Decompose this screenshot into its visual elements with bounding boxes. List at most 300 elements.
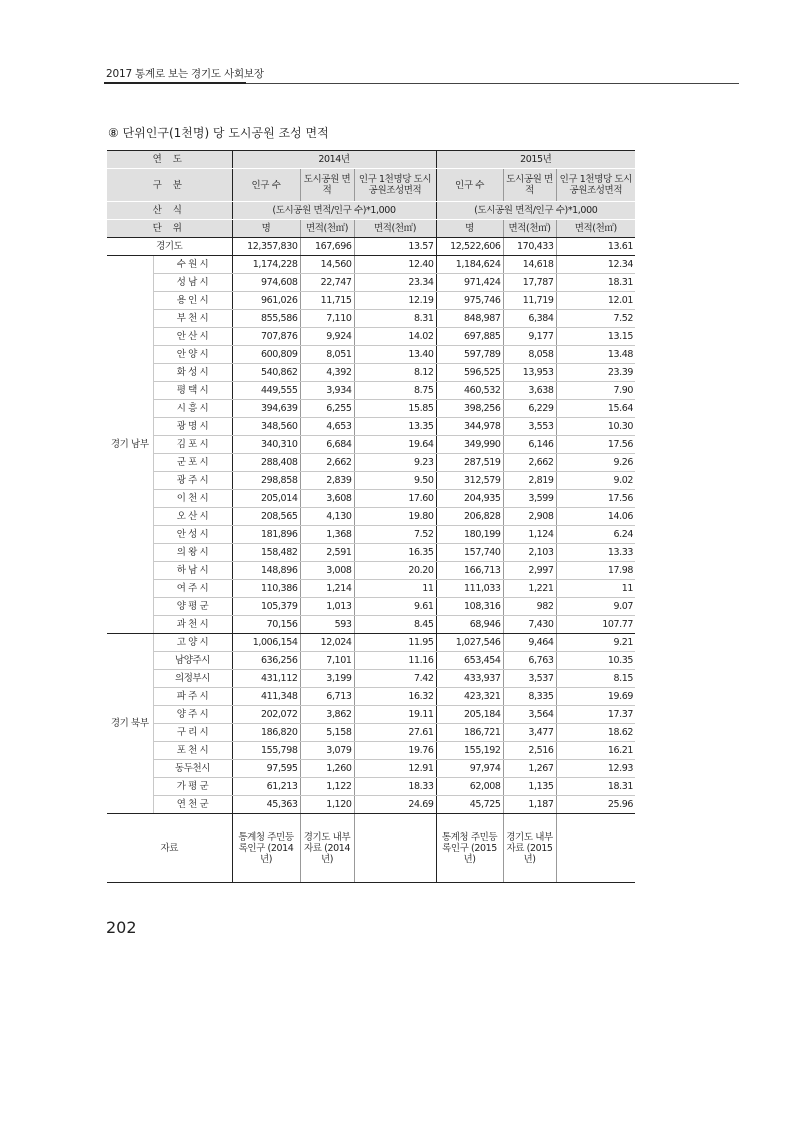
cell-area-2015: 11,719 [503, 292, 556, 310]
table-row [107, 400, 635, 418]
region-name: 안 산 시 [153, 328, 232, 346]
table-row [107, 508, 635, 526]
cell-pop-2014: 12,357,830 [232, 238, 300, 256]
region-name: 구 리 시 [153, 724, 232, 742]
cell-pop-2015: 697,885 [436, 328, 503, 346]
cell-area-2014: 5,158 [300, 724, 354, 742]
cell-per1000-2015: 12.01 [556, 292, 635, 310]
cell-per1000-2015: 18.31 [556, 274, 635, 292]
cell-area-2015: 3,564 [503, 706, 556, 724]
table-row [107, 796, 635, 814]
region-name: 경기도 [107, 238, 232, 256]
cell-per1000-2014: 7.52 [354, 526, 436, 544]
region-name: 포 천 시 [153, 742, 232, 760]
cell-area-2014: 8,051 [300, 346, 354, 364]
cell-pop-2014: 61,213 [232, 778, 300, 796]
cell-per1000-2014: 9.50 [354, 472, 436, 490]
region-name: 안 성 시 [153, 526, 232, 544]
unit-per1000-2014: 면적(천㎡) [354, 220, 436, 238]
cell-pop-2014: 205,014 [232, 490, 300, 508]
cell-pop-2014: 961,026 [232, 292, 300, 310]
cell-pop-2014: 148,896 [232, 562, 300, 580]
cell-area-2014: 593 [300, 616, 354, 634]
table-row [107, 310, 635, 328]
region-name: 수 원 시 [153, 256, 232, 274]
region-name: 동두천시 [153, 760, 232, 778]
cell-pop-2014: 158,482 [232, 544, 300, 562]
cell-per1000-2014: 17.60 [354, 490, 436, 508]
cell-per1000-2015: 14.06 [556, 508, 635, 526]
cell-area-2014: 14,560 [300, 256, 354, 274]
formula-label: 산 식 [107, 202, 232, 220]
cell-area-2014: 11,715 [300, 292, 354, 310]
cell-area-2015: 2,662 [503, 454, 556, 472]
cell-pop-2015: 186,721 [436, 724, 503, 742]
cell-area-2015: 17,787 [503, 274, 556, 292]
col-area-2014: 도시공원 면적 [300, 169, 354, 202]
cell-area-2015: 7,430 [503, 616, 556, 634]
cell-per1000-2015: 9.07 [556, 598, 635, 616]
source-2014-empty [354, 814, 436, 883]
source-2015-area: 경기도 내부자료 (2015년) [503, 814, 556, 883]
cell-per1000-2014: 19.11 [354, 706, 436, 724]
cell-per1000-2014: 9.23 [354, 454, 436, 472]
cell-per1000-2015: 10.35 [556, 652, 635, 670]
cell-area-2014: 1,122 [300, 778, 354, 796]
cell-per1000-2015: 23.39 [556, 364, 635, 382]
cell-pop-2015: 108,316 [436, 598, 503, 616]
unit-people-2014: 명 [232, 220, 300, 238]
cell-area-2014: 9,924 [300, 328, 354, 346]
cell-per1000-2014: 12.19 [354, 292, 436, 310]
header-row-category [107, 169, 635, 202]
cell-area-2015: 3,477 [503, 724, 556, 742]
table-row [107, 490, 635, 508]
cell-per1000-2014: 13.35 [354, 418, 436, 436]
year-2015: 2015년 [436, 151, 635, 169]
region-name: 광 명 시 [153, 418, 232, 436]
cell-per1000-2014: 13.40 [354, 346, 436, 364]
cell-pop-2014: 348,560 [232, 418, 300, 436]
region-name: 평 택 시 [153, 382, 232, 400]
cell-pop-2015: 423,321 [436, 688, 503, 706]
region-name: 군 포 시 [153, 454, 232, 472]
cell-pop-2015: 975,746 [436, 292, 503, 310]
cell-per1000-2014: 19.76 [354, 742, 436, 760]
running-header: 2017 통계로 보는 경기도 사회보장 [106, 68, 264, 80]
cell-area-2014: 3,862 [300, 706, 354, 724]
source-label: 자료 [107, 814, 232, 883]
source-row [107, 814, 635, 883]
cell-area-2015: 1,135 [503, 778, 556, 796]
region-group-label: 경기 북부 [107, 634, 153, 814]
cell-area-2015: 8,335 [503, 688, 556, 706]
cell-per1000-2014: 11 [354, 580, 436, 598]
region-name: 부 천 시 [153, 310, 232, 328]
cell-pop-2015: 157,740 [436, 544, 503, 562]
cell-per1000-2014: 16.32 [354, 688, 436, 706]
cell-pop-2015: 312,579 [436, 472, 503, 490]
table-row-total [107, 238, 635, 256]
cell-area-2015: 1,187 [503, 796, 556, 814]
cell-area-2015: 2,819 [503, 472, 556, 490]
cell-area-2014: 6,684 [300, 436, 354, 454]
cell-pop-2015: 180,199 [436, 526, 503, 544]
cell-per1000-2015: 17.37 [556, 706, 635, 724]
cell-pop-2014: 449,555 [232, 382, 300, 400]
cell-pop-2015: 1,184,624 [436, 256, 503, 274]
cell-per1000-2014: 19.64 [354, 436, 436, 454]
cell-pop-2015: 68,946 [436, 616, 503, 634]
cell-pop-2015: 155,192 [436, 742, 503, 760]
region-name: 파 주 시 [153, 688, 232, 706]
formula-2014: (도시공원 면적/인구 수)*1,000 [232, 202, 436, 220]
cell-area-2014: 6,255 [300, 400, 354, 418]
cell-per1000-2015: 15.64 [556, 400, 635, 418]
table-row [107, 670, 635, 688]
region-name: 광 주 시 [153, 472, 232, 490]
col-per1000-2014: 인구 1천명당 도시공원조성면적 [354, 169, 436, 202]
cell-per1000-2015: 12.93 [556, 760, 635, 778]
cell-pop-2015: 206,828 [436, 508, 503, 526]
cell-pop-2015: 111,033 [436, 580, 503, 598]
cell-area-2014: 6,713 [300, 688, 354, 706]
table-row [107, 382, 635, 400]
table-row [107, 454, 635, 472]
table-row [107, 526, 635, 544]
cell-pop-2015: 597,789 [436, 346, 503, 364]
cell-area-2014: 12,024 [300, 634, 354, 652]
table-row [107, 274, 635, 292]
cell-per1000-2015: 9.21 [556, 634, 635, 652]
cell-area-2014: 3,608 [300, 490, 354, 508]
table-row [107, 688, 635, 706]
year-label: 연 도 [107, 151, 232, 169]
col-population-2015: 인구 수 [436, 169, 503, 202]
col-population-2014: 인구 수 [232, 169, 300, 202]
south-group [107, 256, 635, 634]
header-row-formula [107, 202, 635, 220]
cell-area-2015: 3,537 [503, 670, 556, 688]
cell-per1000-2014: 23.34 [354, 274, 436, 292]
cell-per1000-2015: 8.15 [556, 670, 635, 688]
region-group-label: 경기 남부 [107, 256, 153, 634]
table-row [107, 652, 635, 670]
cell-pop-2014: 45,363 [232, 796, 300, 814]
cell-area-2015: 6,146 [503, 436, 556, 454]
cell-area-2014: 3,008 [300, 562, 354, 580]
table-row [107, 256, 635, 274]
cell-pop-2014: 855,586 [232, 310, 300, 328]
cell-per1000-2015: 13.15 [556, 328, 635, 346]
region-name: 여 주 시 [153, 580, 232, 598]
cell-pop-2015: 344,978 [436, 418, 503, 436]
cell-pop-2014: 202,072 [232, 706, 300, 724]
cell-area-2015: 13,953 [503, 364, 556, 382]
cell-area-2015: 1,267 [503, 760, 556, 778]
cell-per1000-2014: 8.31 [354, 310, 436, 328]
region-name: 성 남 시 [153, 274, 232, 292]
cell-area-2014: 7,101 [300, 652, 354, 670]
cell-pop-2014: 288,408 [232, 454, 300, 472]
region-name: 고 양 시 [153, 634, 232, 652]
cell-area-2015: 3,553 [503, 418, 556, 436]
table-row [107, 760, 635, 778]
year-2014: 2014년 [232, 151, 436, 169]
cell-area-2015: 170,433 [503, 238, 556, 256]
cell-area-2015: 8,058 [503, 346, 556, 364]
cell-area-2015: 14,618 [503, 256, 556, 274]
park-area-table [107, 150, 635, 883]
cell-per1000-2014: 16.35 [354, 544, 436, 562]
cell-area-2014: 2,591 [300, 544, 354, 562]
table-row [107, 598, 635, 616]
cell-pop-2014: 411,348 [232, 688, 300, 706]
formula-2015: (도시공원 면적/인구 수)*1,000 [436, 202, 635, 220]
cell-pop-2014: 540,862 [232, 364, 300, 382]
cell-area-2015: 2,103 [503, 544, 556, 562]
cell-per1000-2015: 7.90 [556, 382, 635, 400]
cell-per1000-2014: 13.57 [354, 238, 436, 256]
region-name: 과 천 시 [153, 616, 232, 634]
region-name: 용 인 시 [153, 292, 232, 310]
cell-per1000-2015: 18.31 [556, 778, 635, 796]
region-name: 가 평 군 [153, 778, 232, 796]
cell-area-2015: 9,177 [503, 328, 556, 346]
cell-area-2015: 3,638 [503, 382, 556, 400]
region-name: 의 왕 시 [153, 544, 232, 562]
header-underline [104, 82, 246, 84]
region-name: 남양주시 [153, 652, 232, 670]
table-row [107, 346, 635, 364]
cell-pop-2015: 596,525 [436, 364, 503, 382]
table-row [107, 364, 635, 382]
cell-pop-2014: 340,310 [232, 436, 300, 454]
source-2015-empty [556, 814, 635, 883]
cell-pop-2015: 653,454 [436, 652, 503, 670]
header-rule [246, 83, 739, 84]
cell-pop-2014: 1,006,154 [232, 634, 300, 652]
col-area-2015: 도시공원 면적 [503, 169, 556, 202]
cell-area-2014: 1,013 [300, 598, 354, 616]
cell-pop-2014: 181,896 [232, 526, 300, 544]
col-per1000-2015: 인구 1천명당 도시공원조성면적 [556, 169, 635, 202]
cell-pop-2014: 110,386 [232, 580, 300, 598]
cell-pop-2015: 204,935 [436, 490, 503, 508]
table-row [107, 580, 635, 598]
region-name: 양 평 군 [153, 598, 232, 616]
cell-area-2015: 6,384 [503, 310, 556, 328]
cell-per1000-2015: 13.48 [556, 346, 635, 364]
cell-pop-2015: 460,532 [436, 382, 503, 400]
cell-area-2014: 3,199 [300, 670, 354, 688]
cell-pop-2014: 431,112 [232, 670, 300, 688]
cell-per1000-2014: 15.85 [354, 400, 436, 418]
cell-per1000-2014: 8.75 [354, 382, 436, 400]
cell-per1000-2015: 13.61 [556, 238, 635, 256]
cell-area-2014: 7,110 [300, 310, 354, 328]
table-row [107, 562, 635, 580]
cell-per1000-2015: 107.77 [556, 616, 635, 634]
cell-per1000-2015: 16.21 [556, 742, 635, 760]
cell-pop-2014: 97,595 [232, 760, 300, 778]
cell-per1000-2014: 14.02 [354, 328, 436, 346]
cell-pop-2015: 349,990 [436, 436, 503, 454]
table-row [107, 292, 635, 310]
cell-per1000-2014: 12.40 [354, 256, 436, 274]
unit-people-2015: 명 [436, 220, 503, 238]
cell-pop-2015: 97,974 [436, 760, 503, 778]
cell-per1000-2014: 19.80 [354, 508, 436, 526]
region-name: 안 양 시 [153, 346, 232, 364]
cell-per1000-2015: 11 [556, 580, 635, 598]
table-row [107, 616, 635, 634]
table-row [107, 724, 635, 742]
unit-label: 단 위 [107, 220, 232, 238]
north-group [107, 634, 635, 814]
unit-per1000-2015: 면적(천㎡) [556, 220, 635, 238]
cell-per1000-2014: 18.33 [354, 778, 436, 796]
cell-pop-2014: 70,156 [232, 616, 300, 634]
cell-area-2014: 4,392 [300, 364, 354, 382]
cell-per1000-2015: 10.30 [556, 418, 635, 436]
cell-area-2014: 22,747 [300, 274, 354, 292]
cell-per1000-2015: 12.34 [556, 256, 635, 274]
cell-per1000-2014: 12.91 [354, 760, 436, 778]
table-body [107, 151, 635, 256]
cell-pop-2014: 208,565 [232, 508, 300, 526]
cell-area-2014: 4,653 [300, 418, 354, 436]
table-title: ⑧ 단위인구(1천명) 당 도시공원 조성 면적 [108, 126, 329, 140]
table-row [107, 706, 635, 724]
table-row [107, 418, 635, 436]
region-name: 시 흥 시 [153, 400, 232, 418]
cell-pop-2015: 287,519 [436, 454, 503, 472]
region-name: 하 남 시 [153, 562, 232, 580]
cell-area-2014: 3,934 [300, 382, 354, 400]
cell-area-2015: 3,599 [503, 490, 556, 508]
category-label: 구 분 [107, 169, 232, 202]
cell-per1000-2015: 9.02 [556, 472, 635, 490]
cell-per1000-2014: 8.12 [354, 364, 436, 382]
cell-pop-2014: 155,798 [232, 742, 300, 760]
cell-per1000-2014: 7.42 [354, 670, 436, 688]
cell-pop-2014: 974,608 [232, 274, 300, 292]
cell-per1000-2015: 17.56 [556, 490, 635, 508]
cell-per1000-2014: 11.16 [354, 652, 436, 670]
cell-pop-2015: 205,184 [436, 706, 503, 724]
region-name: 의정부시 [153, 670, 232, 688]
cell-pop-2015: 433,937 [436, 670, 503, 688]
cell-area-2015: 6,229 [503, 400, 556, 418]
source-section [107, 814, 635, 883]
cell-pop-2014: 186,820 [232, 724, 300, 742]
cell-pop-2015: 1,027,546 [436, 634, 503, 652]
unit-area-2014: 면적(천㎡) [300, 220, 354, 238]
unit-area-2015: 면적(천㎡) [503, 220, 556, 238]
cell-pop-2015: 166,713 [436, 562, 503, 580]
table-row [107, 742, 635, 760]
table-row [107, 544, 635, 562]
cell-area-2014: 2,839 [300, 472, 354, 490]
cell-per1000-2014: 11.95 [354, 634, 436, 652]
region-name: 연 천 군 [153, 796, 232, 814]
cell-area-2015: 1,124 [503, 526, 556, 544]
cell-area-2015: 6,763 [503, 652, 556, 670]
cell-area-2014: 167,696 [300, 238, 354, 256]
cell-pop-2015: 12,522,606 [436, 238, 503, 256]
source-2014-area: 경기도 내부자료 (2014년) [300, 814, 354, 883]
cell-per1000-2014: 20.20 [354, 562, 436, 580]
cell-pop-2015: 45,725 [436, 796, 503, 814]
cell-per1000-2014: 27.61 [354, 724, 436, 742]
table-row [107, 436, 635, 454]
cell-per1000-2015: 9.26 [556, 454, 635, 472]
cell-per1000-2015: 13.33 [556, 544, 635, 562]
cell-per1000-2014: 9.61 [354, 598, 436, 616]
source-2015-population: 통계청 주민등록인구 (2015년) [436, 814, 503, 883]
header-row-unit [107, 220, 635, 238]
cell-area-2014: 2,662 [300, 454, 354, 472]
cell-pop-2014: 394,639 [232, 400, 300, 418]
cell-pop-2014: 105,379 [232, 598, 300, 616]
cell-per1000-2015: 17.56 [556, 436, 635, 454]
cell-area-2014: 1,214 [300, 580, 354, 598]
region-name: 김 포 시 [153, 436, 232, 454]
cell-per1000-2014: 24.69 [354, 796, 436, 814]
cell-pop-2014: 1,174,228 [232, 256, 300, 274]
cell-area-2015: 9,464 [503, 634, 556, 652]
header-row-year [107, 151, 635, 169]
cell-pop-2014: 636,256 [232, 652, 300, 670]
cell-per1000-2015: 18.62 [556, 724, 635, 742]
cell-area-2015: 1,221 [503, 580, 556, 598]
cell-per1000-2015: 19.69 [556, 688, 635, 706]
cell-per1000-2015: 17.98 [556, 562, 635, 580]
cell-pop-2014: 600,809 [232, 346, 300, 364]
cell-pop-2015: 62,008 [436, 778, 503, 796]
cell-area-2015: 982 [503, 598, 556, 616]
cell-pop-2015: 971,424 [436, 274, 503, 292]
table-row [107, 778, 635, 796]
cell-area-2015: 2,908 [503, 508, 556, 526]
cell-area-2015: 2,516 [503, 742, 556, 760]
region-name: 이 천 시 [153, 490, 232, 508]
cell-area-2014: 1,120 [300, 796, 354, 814]
region-name: 양 주 시 [153, 706, 232, 724]
table-row [107, 328, 635, 346]
cell-pop-2015: 398,256 [436, 400, 503, 418]
cell-pop-2014: 707,876 [232, 328, 300, 346]
table-row [107, 634, 635, 652]
region-name: 화 성 시 [153, 364, 232, 382]
region-name: 오 산 시 [153, 508, 232, 526]
cell-area-2015: 2,997 [503, 562, 556, 580]
source-2014-population: 통계청 주민등록인구 (2014년) [232, 814, 300, 883]
cell-per1000-2015: 25.96 [556, 796, 635, 814]
cell-pop-2014: 298,858 [232, 472, 300, 490]
cell-per1000-2015: 6.24 [556, 526, 635, 544]
cell-per1000-2015: 7.52 [556, 310, 635, 328]
cell-area-2014: 1,368 [300, 526, 354, 544]
cell-area-2014: 1,260 [300, 760, 354, 778]
cell-area-2014: 4,130 [300, 508, 354, 526]
cell-pop-2015: 848,987 [436, 310, 503, 328]
cell-per1000-2014: 8.45 [354, 616, 436, 634]
page-number: 202 [106, 918, 137, 937]
table-row [107, 472, 635, 490]
cell-area-2014: 3,079 [300, 742, 354, 760]
